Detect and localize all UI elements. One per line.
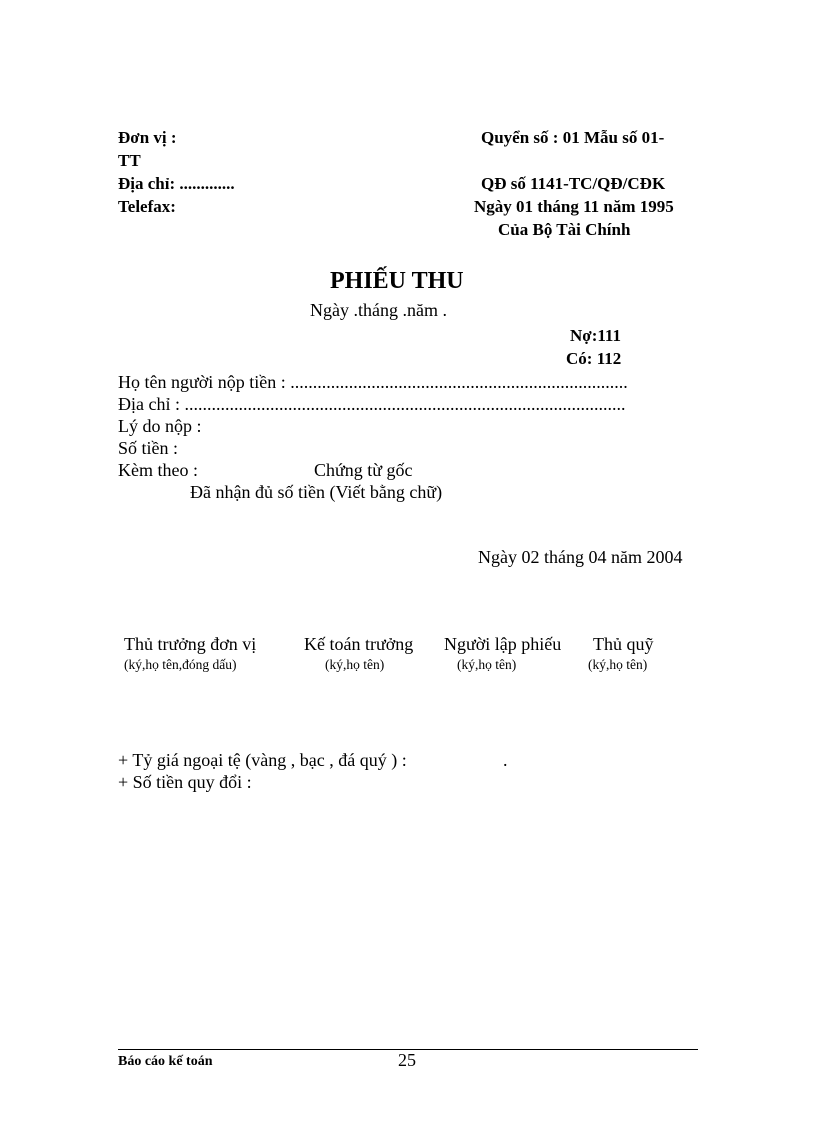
signature-role-head: Thủ trưởng đơn vị [124, 634, 257, 654]
converted-amount-note: + Số tiền quy đổi : [118, 772, 252, 792]
signature-note-preparer: (ký,họ tên) [457, 657, 517, 672]
footer-doc-name: Báo cáo kế toán [118, 1054, 213, 1069]
address-label: Địa chỉ: ............. [118, 174, 235, 193]
decision-number: QĐ số 1141-TC/QĐ/CĐK [481, 174, 666, 193]
payer-name-field: Họ tên người nộp tiền : ........................................................................... [118, 372, 628, 392]
amount-field: Số tiền : [118, 438, 179, 458]
signature-note-cashier: (ký,họ tên) [588, 657, 648, 672]
decision-date: Ngày 01 tháng 11 năm 1995 [474, 197, 674, 216]
sign-date: Ngày 02 tháng 04 năm 2004 [478, 547, 683, 567]
signature-note-head: (ký,họ tên,đóng dấu) [124, 657, 237, 672]
reason-field: Lý do nộp : [118, 416, 202, 436]
book-form-number: Quyển số : 01 Mẫu số 01- [481, 128, 665, 147]
exchange-rate-dot: . [503, 750, 508, 770]
issuer: Của Bộ Tài Chính [498, 220, 631, 239]
page-title: PHIẾU THU [330, 268, 464, 294]
page-number: 25 [398, 1050, 416, 1070]
exchange-rate-note: + Tỷ giá ngoại tệ (vàng , bạc , đá quý ) : [118, 750, 407, 770]
unit-label: Đơn vị : [118, 128, 177, 147]
debit-account: Nợ:111 [570, 326, 621, 345]
original-documents: Chứng từ gốc [314, 460, 413, 480]
received-note: Đã nhận đủ số tiền (Viết bằng chữ) [190, 482, 443, 502]
signature-role-cashier: Thủ quỹ [593, 634, 654, 654]
payer-address-field: Địa chỉ : .................................................................................................. [118, 394, 626, 414]
signature-role-chief-accountant: Kế toán trưởng [304, 634, 414, 654]
attached-field: Kèm theo : [118, 460, 198, 480]
receipt-date-line: Ngày .tháng .năm . [310, 300, 447, 320]
credit-account: Có: 112 [566, 349, 622, 368]
telefax-label: Telefax: [118, 197, 176, 216]
unit-label-wrap: TT [118, 151, 141, 170]
signature-role-preparer: Người lập phiếu [444, 634, 562, 654]
signature-note-chief-accountant: (ký,họ tên) [325, 657, 385, 672]
